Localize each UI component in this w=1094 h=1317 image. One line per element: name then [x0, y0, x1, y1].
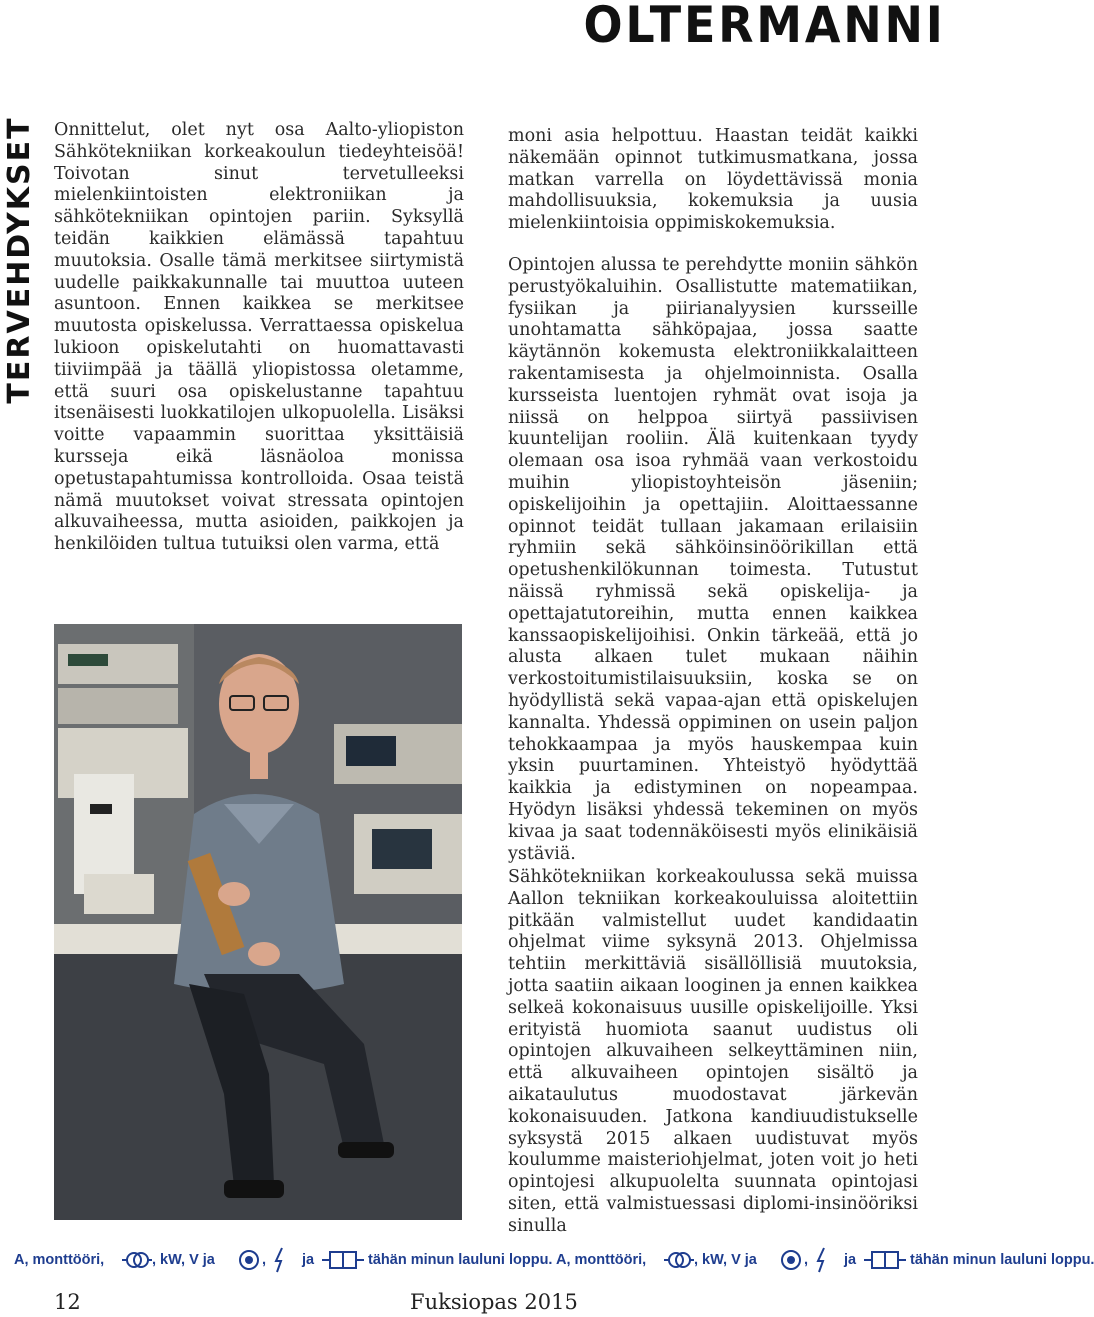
article-paragraph: moni asia helpottuu. Haastan teidät kaikki näkemään opinnot tutkimusmatkana, jossa matkan varrella on löydettävissä monia mahdollisuuksia, kokemuksia ja uusia mielenkiintoisia oppimiskokemuksia. [508, 126, 918, 234]
circled-symbol-icon [238, 1246, 260, 1274]
article-paragraph: Opintojen alussa te perehdytte moniin sähkön perustyökaluihin. Osallistutte matematiikan, fysiikan ja piirianalyysien kursseille unohtamatta sähköpajaa, jossa saatte käytännön kokemusta elektroniikkalaitteen rakentamisesta ja ohjelmoinnista. Osalla kursseista luentojen ryhmät ovat isoja ja niissä on helppoa siirtyä passiivisen kuuntelijan rooliin. Älä kuitenkaan tyydy olemaan osa isoa ryhmää vaan verkostoidu muihin yliopistoyhteisön jäseniin; opiskelijoihin ja opettajiin. Aloittaessanne opinnot teidät tullaan jakamaan erilaisiin ryhmiin sekä sähköinsinöörikillan että opetushenkilökunnan toimesta. Tutustut näissä ryhmissä sekä opiskelija- ja opettajatutoreihin, mutta ennen kaikkea kanssaopiskelijoihisi. Onkin tärkeää, että jo alusta alkaen tulet mukaan näihin verkostoitumistilaisuuksiin, koska se on hyödyllistä sekä vapaa-ajan että opiskelujen kannalta. Yhdessä oppiminen on usein paljon tehokkaampaa ja myös hauskempaa kuin yksin puurtaminen. Yhteistyö hyödyttää kaikkia ja edistyminen on nopeampaa. Hyödyn lisäksi yhdessä tekeminen on myös kivaa ja saat todennäköisesti myös elinikäisiä ystäviä. [508, 254, 918, 864]
ribbon-text: tähän minun lauluni loppu. [368, 1252, 553, 1268]
motor-symbol-icon [664, 1246, 694, 1274]
publication-name: Fuksiopas 2015 [410, 1290, 578, 1314]
lightning-icon [812, 1246, 832, 1274]
article-paragraph: Onnittelut, olet nyt osa Aalto-yliopiston Sähkötekniikan korkeakoulun tiedeyhteisöä! Toivotan sinut tervetulleeksi mielenkiintoisten elektroniikan ja sähkötekniikan opintojen pariin. Syksyllä teidän kaikkien elämässä tapahtuu muutoksia. Osalle tämä merkitsee siirtymistä uudelle paikkakunnalle tai muuttoa uuteen asuntoon. Ennen kaikkea se merkitsee muutosta opiskelussa. Verrattaessa opiskelua lukioon opiskelutahti on huomattavasti tiiviimpää ja täällä yliopistossa oletamme, että suuri osa opiskelustanne tapahtuu itsenäisesti luokkatilojen ulkopuolella. Lisäksi voitte vapaammin suorittaa yksittäisiä kursseja eikä läsnäoloa monissa opetustapahtumissa kontrolloida. Osaa teistä nämä muutokset voivat stressata opintojen alkuvaiheessa, mutta asioiden, paikkojen ja henkilöiden tultua tutuiksi olen varma, että [54, 120, 464, 555]
ribbon-text: , kW, V ja [694, 1252, 757, 1268]
ribbon-text: ja [302, 1252, 315, 1268]
ribbon-text: , kW, V ja [152, 1252, 215, 1268]
ribbon-text: A, monttööri, [556, 1252, 647, 1268]
ribbon-text: ja [844, 1252, 857, 1268]
transformer-symbol-icon [864, 1246, 906, 1274]
circled-symbol-icon [780, 1246, 802, 1274]
song-lyrics-ribbon [0, 1246, 1094, 1274]
motor-symbol-icon [122, 1246, 152, 1274]
portrait-photo [54, 624, 462, 1220]
ribbon-text: A, monttööri, [14, 1252, 105, 1268]
page-number: 12 [54, 1290, 81, 1314]
ribbon-text: tähän minun lauluni loppu. [910, 1252, 1094, 1268]
transformer-symbol-icon [322, 1246, 364, 1274]
lightning-icon [270, 1246, 290, 1274]
article-column-right-bottom [508, 867, 918, 1238]
article-paragraph: Sähkötekniikan korkeakoulussa sekä muissa Aallon tekniikan korkeakouluissa aloitettiin pitkään valmistellut uudet kandidaatin ohjelmat viime syksynä 2013. Ohjelmissa tehtiin merkittäviä sisällöllisiä muutoksia, jotta saatiin aikaan looginen ja ennen kaikkea selkeä kokonaisuus uusille opiskelijoille. Yksi erityistä huomiota saanut uudistus oli opintojen alkuvaiheen selkeyttäminen niin, että alkuvaiheen opintojen sisältö ja aikataulutus muodostavat järkevän kokonaisuuden. Jatkona kandiuudistukselle syksystä 2015 alkaen uudistuvat myös koulumme maisteriohjelmat, joten voit jo heti opintojesi alkupuolelta suunnata opintojasi siten, että valmistuessasi diplomi-insinööriksi sinulla [508, 867, 918, 1236]
section-label: TERVEHDYKSET [2, 116, 37, 404]
ribbon-text: , [262, 1252, 267, 1268]
article-column-left [54, 120, 464, 556]
magazine-logo: OLTERMANNI [583, 0, 946, 54]
article-column-right-top [508, 126, 918, 865]
ribbon-text: , [804, 1252, 809, 1268]
